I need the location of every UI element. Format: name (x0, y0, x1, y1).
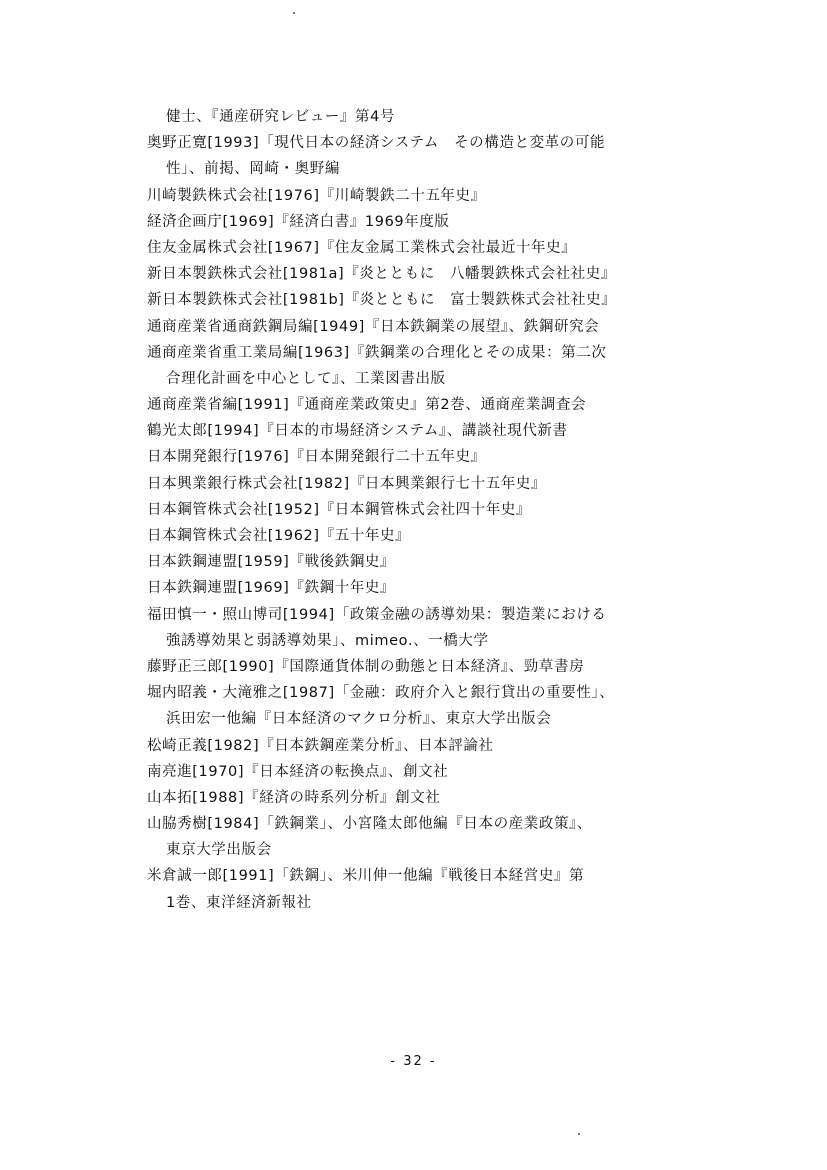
reference-entry: 奥野正寛[1993]「現代日本の経済システム その構造と変革の可能 (147, 135, 606, 152)
reference-entry: 通商産業省通商鉄鋼局編[1949]『日本鉄鋼業の展望』、鉄鋼研究会 (147, 318, 600, 335)
reference-entry: 南亮進[1970]『日本経済の転換点』、創文社 (147, 763, 449, 780)
reference-entry: 日本鉄鋼連盟[1959]『戦後鉄鋼史』 (147, 554, 396, 571)
reference-continuation-line: 浜田宏一他編『日本経済のマクロ分析』、東京大学出版会 (166, 711, 552, 728)
reference-list (147, 104, 722, 916)
reference-entry: 通商産業省編[1991]『通商産業政策史』第2巻、通商産業調査会 (147, 397, 587, 414)
reference-entry: 住友金属株式会社[1967]『住友金属工業株式会社最近十年史』 (147, 239, 577, 256)
reference-entry: 経済企画庁[1969]『経済白書』1969年度版 (147, 213, 450, 230)
page-number: - 32 - (390, 1054, 437, 1069)
reference-entry: 日本鋼管株式会社[1952]『日本鋼管株式会社四十年史』 (147, 501, 532, 518)
reference-entry: 通商産業省重工業局編[1963]『鉄鋼業の合理化とその成果：第二次 (147, 344, 607, 361)
reference-continuation-line: 性」、前掲、岡崎・奥野編 (166, 161, 340, 178)
reference-entry: 堀内昭義・大滝雅之[1987]「金融：政府介入と銀行貸出の重要性」、 (147, 685, 615, 702)
reference-entry: 新日本製鉄株式会社[1981a]『炎とともに 八幡製鉄株式会社社史』 (147, 266, 616, 283)
reference-entry: 日本開発銀行[1976]『日本開発銀行二十五年史』 (147, 449, 486, 466)
reference-entry: 鶴光太郎[1994]『日本的市場経済システム』、講談社現代新書 (147, 423, 568, 440)
scan-speck (578, 1133, 580, 1135)
reference-continuation-line: 健士、『通産研究レビュー』第4号 (166, 109, 396, 125)
reference-entry: 山脇秀樹[1984]「鉄鋼業」、小宮隆太郎他編『日本の産業政策』、 (147, 816, 593, 833)
reference-continuation-line: 東京大学出版会 (166, 842, 272, 859)
scan-speck (293, 12, 295, 14)
reference-entry: 福田慎一・照山博司[1994]「政策金融の誘導効果：製造業における (147, 606, 607, 623)
reference-entry: 日本鉄鋼連盟[1969]『鉄鋼十年史』 (147, 580, 396, 597)
reference-entry: 日本鋼管株式会社[1962]『五十年史』 (147, 528, 411, 544)
reference-entry: 川崎製鉄株式会社[1976]『川崎製鉄二十五年史』 (147, 187, 486, 204)
reference-continuation-line: 1巻、東洋経済新報社 (166, 894, 312, 911)
reference-entry: 山本拓[1988]『経済の時系列分析』創文社 (147, 789, 441, 806)
reference-entry: 米倉誠一郎[1991]「鉄鋼」、米川伸一他編『戦後日本経営史』第 (147, 868, 585, 885)
reference-entry: 日本興業銀行株式会社[1982]『日本興業銀行七十五年史』 (147, 475, 547, 492)
reference-entry: 新日本製鉄株式会社[1981b]『炎とともに 富士製鉄株式会社社史』 (147, 292, 617, 309)
reference-continuation-line: 合理化計画を中心として』、工業図書出版 (166, 370, 446, 387)
reference-continuation-line: 強誘導効果と弱誘導効果」、mimeo.、一橋大学 (166, 632, 489, 649)
reference-entry: 松崎正義[1982]『日本鉄鋼産業分析』、日本評論社 (147, 737, 494, 754)
reference-entry: 藤野正三郎[1990]『国際通貨体制の動態と日本経済』、勁草書房 (147, 658, 585, 675)
